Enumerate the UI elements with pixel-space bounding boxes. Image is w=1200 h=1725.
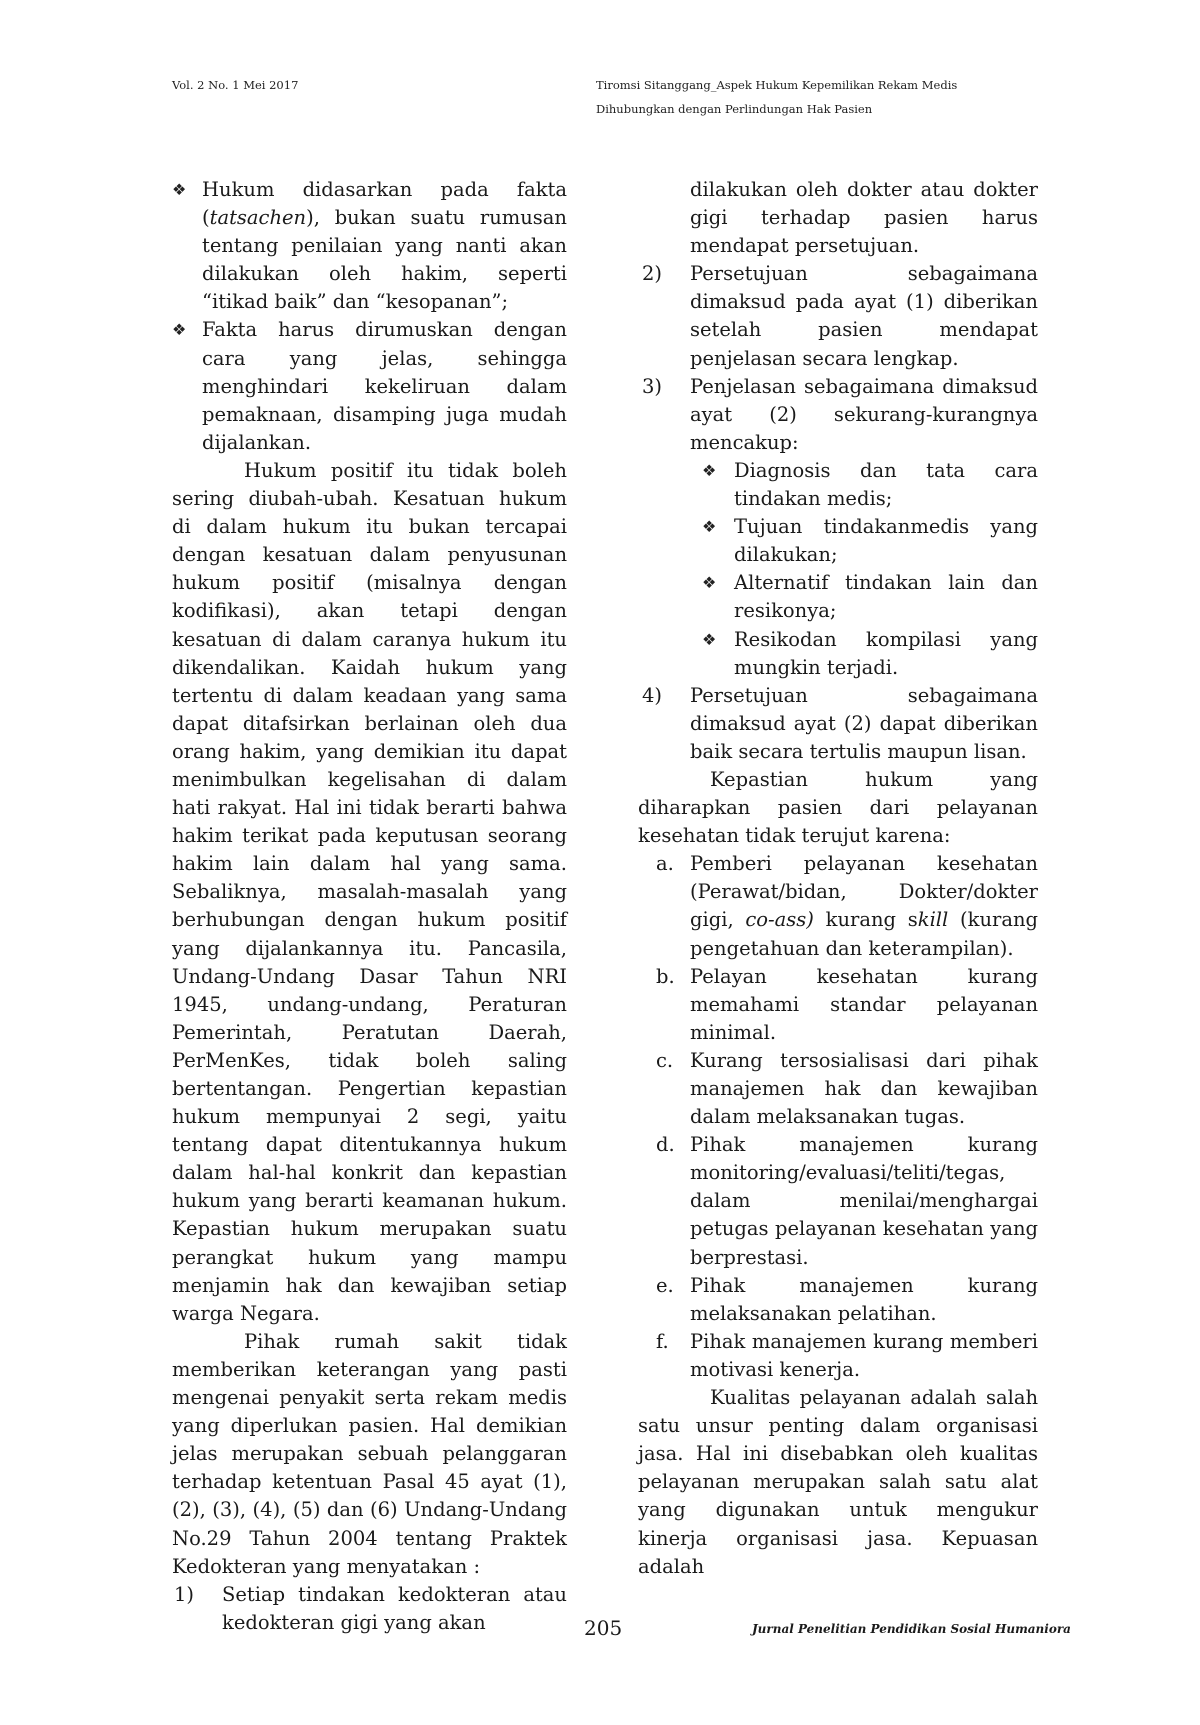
sub-bullet-text: Diagnosis dan tata cara tindakan medis;: [734, 458, 1038, 511]
page-number: 205: [584, 1616, 623, 1640]
sub-bullet-item: [640, 569, 1038, 625]
diamond-bullet-icon: ❖: [172, 320, 187, 340]
item-marker: 1): [174, 1582, 195, 1606]
sub-bullet-text: Tujuan tindakanmedis yang dilakukan;: [734, 515, 1038, 567]
sub-bullet-item: [640, 626, 1038, 682]
item-marker: c.: [656, 1048, 674, 1072]
item-text: Penjelasan sebagaimana dimaksud ayat (2) sekurang-kurangnya mencakup:: [690, 374, 1038, 454]
item-marker: f.: [656, 1329, 669, 1353]
item-marker: a.: [656, 852, 674, 876]
lettered-item: [640, 1047, 1038, 1131]
sub-bullet-item: [640, 457, 1038, 513]
item-marker: 4): [642, 683, 663, 707]
item-text: (kurang pengetahuan dan keterampilan).: [690, 908, 1038, 960]
item-marker: 3): [642, 374, 663, 398]
diamond-bullet-icon: ❖: [702, 573, 717, 593]
item-marker: 2): [642, 262, 663, 286]
item-text: Kurang tersosialisasi dari pihak manajemen hak dan kewajiban dalam melaksanakan tugas.: [690, 1048, 1038, 1129]
paragraph: Kepastian hukum yang diharapkan pasien dari pelayanan kesehatan tidak terujut karena:: [638, 767, 1038, 848]
header-title-line1: Tiromsi Sitanggang_Aspek Hukum Kepemilikan Rekam Medis: [596, 78, 958, 92]
numbered-item: [640, 373, 1038, 457]
bullet-item: [172, 176, 567, 316]
item-emphasis: co-ass): [745, 908, 814, 932]
sub-bullet-item: [640, 513, 1038, 569]
item-text: Pemberi pelayanan kesehatan (Perawat/bidan, Dokter/dokter gigi,: [690, 852, 1038, 932]
numbered-item-continued: [640, 176, 1038, 260]
item-emphasis: kill: [917, 908, 949, 932]
diamond-bullet-icon: ❖: [702, 517, 717, 537]
item-text: Persetujuan sebagaimana dimaksud ayat (2) dapat diberikan baik secara tertulis maupun lisan.: [690, 683, 1038, 763]
item-marker: e.: [656, 1273, 674, 1297]
lettered-item: [640, 1131, 1038, 1271]
left-column: [172, 176, 567, 1637]
item-text: kurang s: [813, 908, 918, 932]
lettered-item: [640, 1328, 1038, 1384]
diamond-bullet-icon: ❖: [702, 629, 717, 649]
bullet-text: ), bukan suatu rumusan tentang penilaian yang nanti akan dilakukan oleh hakim, seperti “itikad baik” dan “kesopanan”;: [202, 206, 567, 314]
bullet-text: Hukum didasarkan pada fakta (: [202, 178, 567, 230]
item-text: Pihak manajemen kurang monitoring/evaluasi/teliti/tegas, dalam menilai/menghargai petugas pelayanan kesehatan yang berprestasi.: [690, 1133, 1038, 1269]
sub-bullet-text: Resikodan kompilasi yang mungkin terjadi.: [734, 627, 1038, 679]
paragraph: Hukum positif itu tidak boleh sering diubah-ubah. Kesatuan hukum di dalam hukum itu bukan tercapai dengan kesatuan dalam penyusunan hukum positif (misalnya dengan kodifikasi), akan tetapi dengan kesatuan di dalam caranya hukum itu dikendalikan. Kaidah hukum yang tertentu di dalam keadaan yang sama dapat ditafsirkan berlainan oleh dua orang hakim, yang demikian itu dapat menimbulkan kegelisahan di dalam hati rakyat. Hal ini tidak berarti bahwa hakim terikat pada keputusan seorang hakim lain dalam hal yang sama. Sebaliknya, masalah-masalah yang berhubungan dengan hukum positif yang dijalankannya itu. Pancasila, Undang-Undang Dasar Tahun NRI 1945, undang-undang, Peraturan Pemerintah, Peratutan Daerah, PerMenKes, tidak boleh saling bertentangan. Pengertian kepastian hukum mempunyai 2 segi, yaitu tentang dapat ditentukannya hukum dalam hal-hal konkrit dan kepastian hukum yang berarti keamanan hukum. Kepastian hukum merupakan suatu perangkat hukum yang mampu menjamin hak dan kewajiban setiap warga Negara.: [172, 458, 567, 1325]
sub-bullet-text: Alternatif tindakan lain dan resikonya;: [734, 571, 1038, 623]
lettered-item: [640, 963, 1038, 1047]
right-column: [640, 176, 1038, 1581]
lettered-item: [640, 850, 1038, 962]
item-marker: d.: [656, 1133, 675, 1157]
numbered-item: [640, 260, 1038, 372]
bullet-text: Fakta harus dirumuskan dengan cara yang jelas, sehingga menghindari kekeliruan dalam pemaknaan, disamping juga mudah dijalankan.: [202, 318, 567, 454]
header-title-line2: Dihubungkan dengan Perlindungan Hak Pasien: [596, 102, 873, 116]
item-text: Setiap tindakan kedokteran atau kedokteran gigi yang akan: [222, 1582, 567, 1634]
diamond-bullet-icon: ❖: [702, 460, 717, 480]
header-volume: Vol. 2 No. 1 Mei 2017: [172, 78, 299, 92]
lettered-item: [640, 1272, 1038, 1328]
item-text: Pelayan kesehatan kurang memahami standar pelayanan minimal.: [690, 964, 1038, 1044]
diamond-bullet-icon: ❖: [172, 180, 187, 199]
item-marker: b.: [656, 964, 675, 988]
paragraph: Kualitas pelayanan adalah salah satu unsur penting dalam organisasi jasa. Hal ini disebabkan oleh kualitas pelayanan merupakan salah satu alat yang digunakan untuk mengukur kinerja organisasi jasa. Kepuasan adalah: [638, 1386, 1038, 1578]
bullet-item: [172, 316, 567, 456]
item-text: Pihak manajemen kurang memberi motivasi kenerja.: [690, 1329, 1038, 1381]
item-text: Persetujuan sebagaimana dimaksud pada ayat (1) diberikan setelah pasien mendapat penjelasan secara lengkap.: [690, 262, 1038, 370]
numbered-item: [172, 1581, 567, 1637]
numbered-item: [640, 682, 1038, 766]
bullet-emphasis: tatsachen: [209, 206, 307, 230]
item-text: dilakukan oleh dokter atau dokter gigi terhadap pasien harus mendapat persetujuan.: [690, 178, 1038, 258]
journal-name: Jurnal Penelitian Pendidikan Sosial Humaniora: [752, 1622, 1071, 1636]
paragraph: Pihak rumah sakit tidak memberikan keterangan yang pasti mengenai penyakit serta rekam medis yang diperlukan pasien. Hal demikian jelas merupakan sebuah pelanggaran terhadap ketentuan Pasal 45 ayat (1), (2), (3), (4), (5) dan (6) Undang-Undang No.29 Tahun 2004 tentang Praktek Kedokteran yang menyatakan :: [172, 1329, 567, 1578]
item-text: Pihak manajemen kurang melaksanakan pelatihan.: [690, 1273, 1038, 1325]
